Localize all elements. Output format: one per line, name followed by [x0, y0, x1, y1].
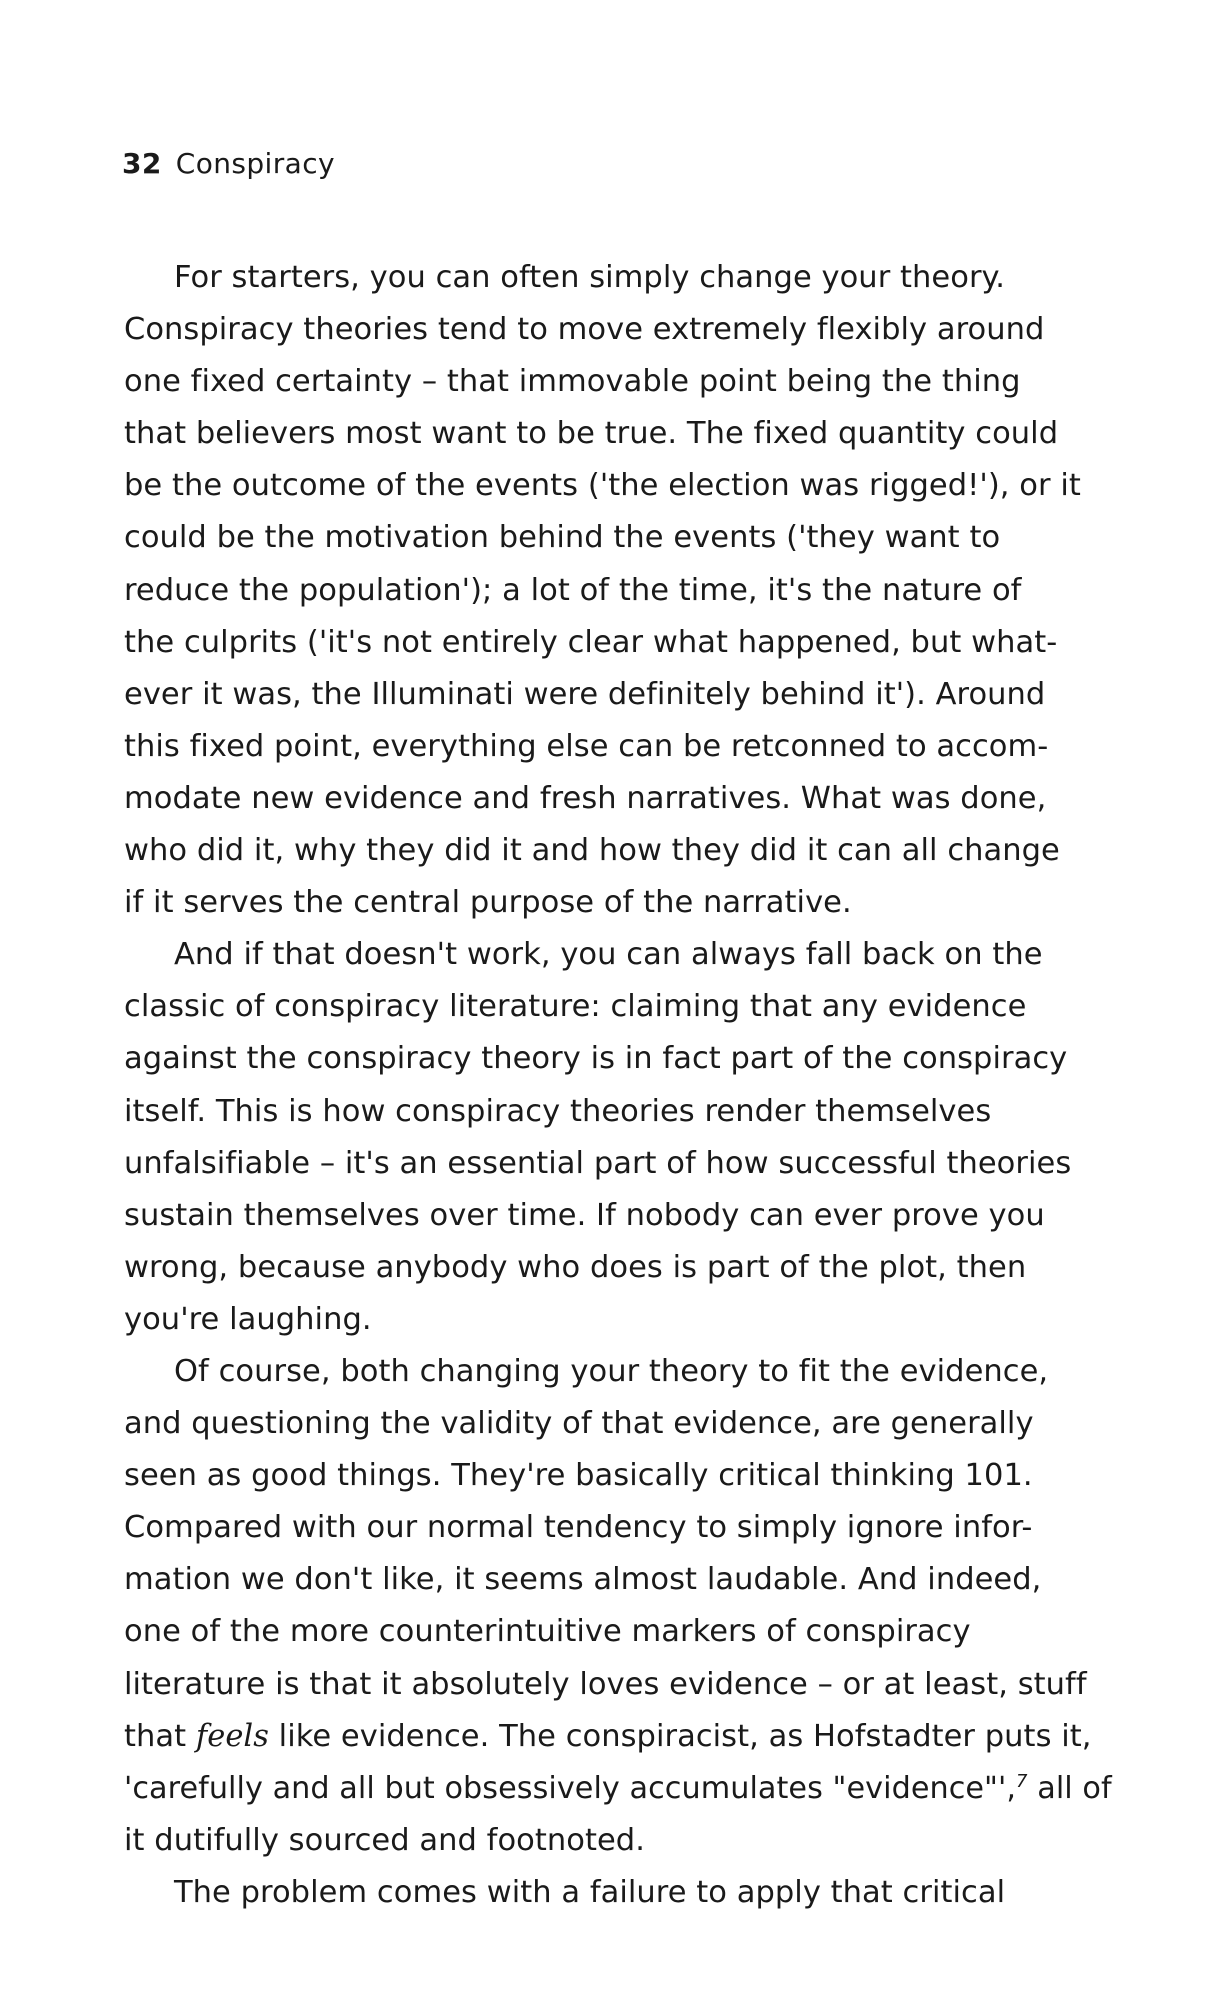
- text-line: it dutifully sourced and footnoted.: [124, 1822, 645, 1858]
- text-line: Conspiracy theories tend to move extremely flexibly around: [124, 312, 1045, 348]
- italic-emphasis: feels: [195, 1718, 269, 1754]
- text-line: reduce the population'); a lot of the time, it's the nature of: [124, 572, 1022, 608]
- text-line: itself. This is how conspiracy theories render themselves: [124, 1093, 992, 1129]
- text-line: [124, 1763, 1114, 1815]
- body-text: [124, 252, 1114, 1919]
- paragraph-first-line: For starters, you can often simply change your theory.: [174, 260, 1006, 295]
- text-line: ever it was, the Illuminati were definitely behind it'). Around: [124, 676, 1046, 712]
- chapter-title: Conspiracy: [175, 147, 335, 180]
- line-segment: all of: [1027, 1770, 1112, 1806]
- text-line: one fixed certainty – that immovable point being the thing: [124, 364, 1021, 400]
- text-line: one of the more counterintuitive markers of conspiracy: [124, 1614, 971, 1650]
- footnote-marker: 7: [1016, 1770, 1028, 1792]
- text-line: seen as good things. They're basically critical thinking 101.: [124, 1458, 1033, 1494]
- paragraph-first-line: The problem comes with a failure to apply that critical: [174, 1874, 1006, 1910]
- paragraph-first-line: And if that doesn't work, you can always fall back on the: [174, 937, 1043, 973]
- text-line: modate new evidence and fresh narratives. What was done,: [124, 780, 1047, 816]
- text-line: against the conspiracy theory is in fact part of the conspiracy: [124, 1041, 1068, 1077]
- text-line: classic of conspiracy literature: claiming that any evidence: [124, 989, 1027, 1025]
- text-line: and questioning the validity of that evidence, are generally: [124, 1406, 1034, 1442]
- text-line: this fixed point, everything else can be retconned to accom-: [124, 728, 1049, 764]
- text-line: mation we don't like, it seems almost laudable. And indeed,: [124, 1562, 1042, 1598]
- text-line: literature is that it absolutely loves evidence – or at least, stuff: [124, 1666, 1087, 1702]
- text-line: [124, 1711, 1114, 1763]
- running-head: [122, 146, 335, 182]
- text-line: sustain themselves over time. If nobody can ever prove you: [124, 1197, 1045, 1233]
- line-segment: 'carefully and all but obsessively accumulates "evidence"',: [124, 1770, 1017, 1806]
- text-line: unfalsifiable – it's an essential part of how successful theories: [124, 1145, 1072, 1181]
- text-line: be the outcome of the events ('the election was rigged!'), or it: [124, 468, 1081, 504]
- paragraph-first-line: Of course, both changing your theory to fit the evidence,: [174, 1353, 1049, 1389]
- text-line: could be the motivation behind the events ('they want to: [124, 520, 1001, 556]
- text-line: who did it, why they did it and how they did it can all change: [124, 833, 1060, 869]
- text-line: Compared with our normal tendency to simply ignore infor-: [124, 1510, 1033, 1546]
- line-segment: like evidence. The conspiracist, as Hofstadter puts it,: [268, 1718, 1092, 1754]
- text-line: the culprits ('it's not entirely clear what happened, but what-: [124, 624, 1058, 660]
- page-number: 32: [122, 147, 162, 180]
- text-line: if it serves the central purpose of the narrative.: [124, 885, 852, 921]
- text-line: you're laughing.: [124, 1301, 372, 1337]
- text-line: wrong, because anybody who does is part of the plot, then: [124, 1249, 1027, 1285]
- line-segment: that: [124, 1718, 196, 1754]
- text-line: that believers most want to be true. The fixed quantity could: [124, 416, 1059, 452]
